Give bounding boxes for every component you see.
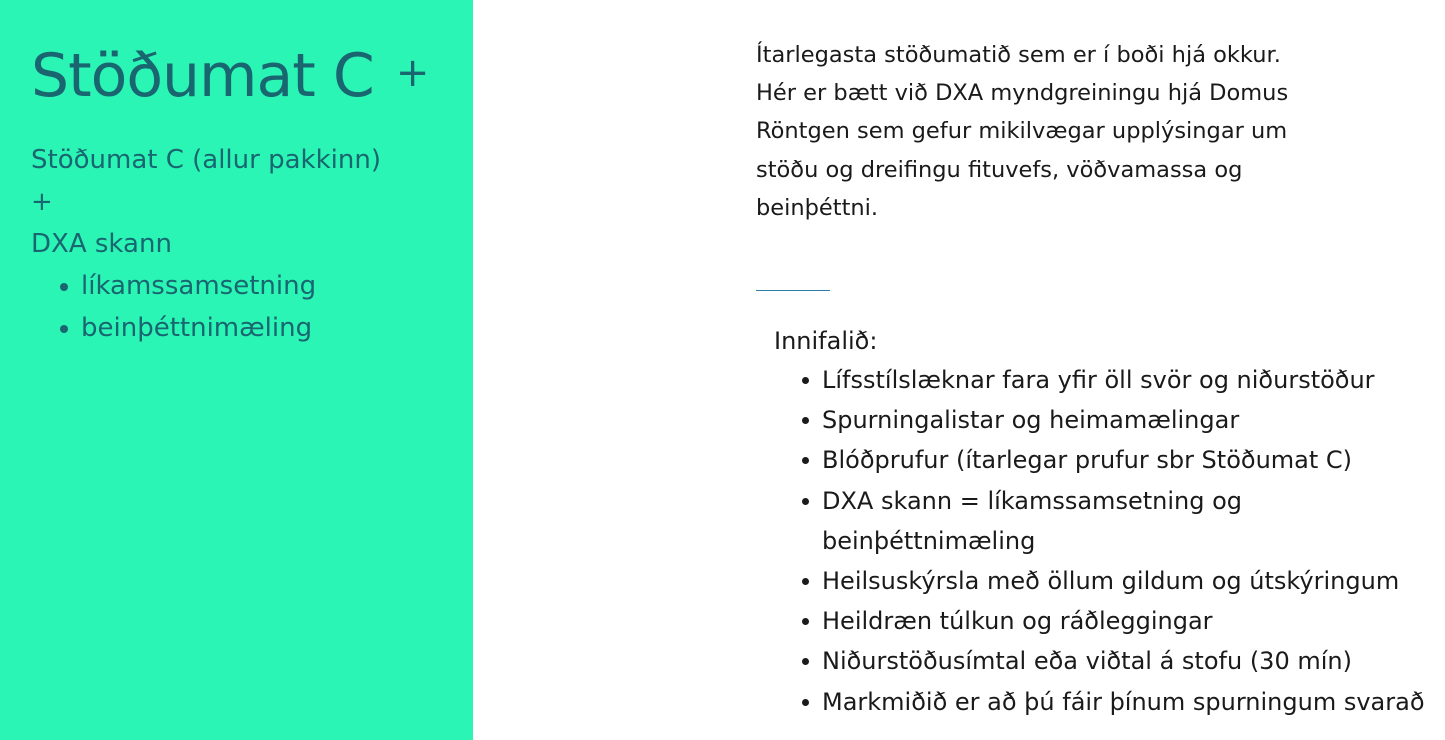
summary-bullet: beinþéttnimæling — [31, 307, 381, 349]
intro-paragraph: Ítarlegasta stöðumatið sem er í boði hjá okkur. Hér er bætt við DXA myndgreiningu hjá Domus Röntgen sem gefur mikilvægar upplýsingar um stöðu og dreifingu fituvefs, vöðvamassa og beinþéttni. — [756, 42, 1289, 221]
list-item: Heildræn túlkun og ráðleggingar — [774, 601, 1434, 641]
list-item: DXA skann = líkamssamsetning og beinþéttnimæling — [774, 481, 1242, 561]
title-text: Stöðumat C — [31, 41, 374, 111]
summary-bullet: líkamssamsetning — [31, 265, 381, 307]
title-plus: + — [395, 50, 429, 96]
list-item: Spurningalistar og heimamælingar — [774, 400, 1434, 440]
left-panel — [0, 0, 473, 740]
summary-line: Stöðumat C (allur pakkinn) — [31, 145, 381, 175]
list-item: Lífsstílslæknar fara yfir öll svör og niðurstöður — [774, 360, 1434, 400]
list-item: Niðurstöðusímtal eða viðtal á stofu (30 mín) — [774, 641, 1434, 681]
divider — [756, 290, 830, 291]
summary-bullet-list — [31, 265, 381, 349]
list-item: Blóðprufur (ítarlegar prufur sbr Stöðumat C) — [774, 440, 1434, 480]
summary-plus: + — [31, 187, 53, 217]
page-title — [31, 36, 428, 113]
summary-line: DXA skann — [31, 229, 172, 259]
included-list — [774, 360, 1434, 722]
list-item: Markmiðið er að þú fáir þínum spurningum svarað — [774, 682, 1434, 722]
package-summary — [31, 139, 381, 349]
included-label: Innifalið: — [774, 327, 878, 355]
list-item: Heilsuskýrsla með öllum gildum og útskýringum — [774, 561, 1434, 601]
